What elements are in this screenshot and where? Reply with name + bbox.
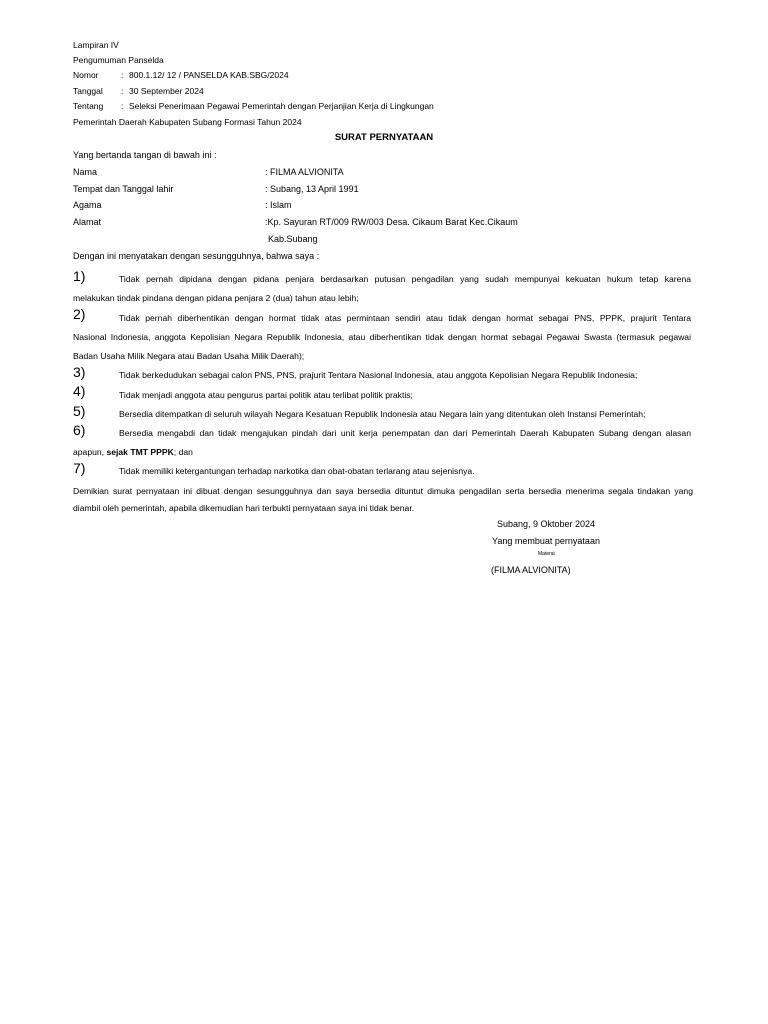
item-6-line-2-c: ; dan	[173, 447, 193, 457]
intro-text: Yang bertanda tangan di bawah ini :	[73, 150, 217, 160]
alamat-value: :Kp. Sayuran RT/009 RW/003 Desa. Cikaum Barat Kec.Cikaum	[265, 217, 518, 227]
tentang-colon: :	[121, 101, 124, 111]
nomor-colon: :	[121, 70, 124, 80]
closing-line-2: diambil oleh pemerintah, apabila dikemudian hari terbukti pernyataan saya ini tidak benar.	[73, 503, 415, 513]
item-2-number: 2)	[73, 306, 86, 322]
item-7-number: 7)	[73, 460, 86, 476]
tentang-label: Tentang	[73, 101, 104, 111]
signature-maker: Yang membuat pernyataan	[492, 536, 600, 546]
tanggal-value: 30 September 2024	[129, 86, 204, 96]
pengumuman-label: Pengumuman Panselda	[73, 55, 164, 65]
tentang-continuation: Pemerintah Daerah Kabupaten Subang Formasi Tahun 2024	[73, 117, 302, 127]
item-6-line-2-bold: sejak TMT PPPK	[106, 447, 174, 457]
nomor-label: Nomor	[73, 70, 99, 80]
ttl-value: : Subang, 13 April 1991	[265, 184, 359, 194]
item-1-line-2: melakukan tindak pindana dengan pidana penjara 2 (dua) tahun atau lebih;	[73, 293, 359, 303]
item-6-line-2	[73, 447, 193, 457]
ttl-label: Tempat dan Tanggal lahir	[73, 184, 174, 194]
tentang-value: Seleksi Penerimaan Pegawai Pemerintah dengan Perjanjian Kerja di Lingkungan	[129, 101, 434, 111]
materai-label: Materai	[538, 551, 555, 557]
item-4-line-1: Tidak menjadi anggota atau pengurus partai politik atau terlibat politik praktis;	[119, 390, 413, 400]
item-2-line-1: Tidak pernah diberhentikan dengan hormat tidak atas permintaan sendiri atau tidak dengan hormat sebagai PNS, PPPK, prajurit Tentara	[119, 313, 691, 323]
signature-place-date: Subang, 9 Oktober 2024	[496, 519, 596, 529]
item-4-number: 4)	[73, 383, 86, 399]
tanggal-label: Tanggal	[73, 86, 103, 96]
agama-label: Agama	[73, 200, 102, 210]
lampiran-label: Lampiran IV	[73, 40, 119, 50]
tentang-row	[73, 101, 434, 111]
item-6-line-1: Bersedia mengabdi dan tidak mengajukan pindah dari unit kerja penempatan dan dari Pemerintah Daerah Kabupaten Subang dengan alasan	[119, 428, 691, 438]
alamat-label: Alamat	[73, 217, 102, 227]
item-3-line-1: Tidak berkedudukan sebagai calon PNS, PNS, prajurit Tentara Nasional Indonesia, atau anggota Kepolisian Negara Republik Indonesia;	[119, 370, 638, 380]
tanggal-row	[73, 86, 204, 96]
item-2-line-2: Nasional Indonesia, anggota Kepolisian Negara Republik Indonesia, atau diberhentikan tidak dengan hormat sebagai Pegawai Swasta (termasuk pegawai	[73, 332, 691, 342]
item-3-number: 3)	[73, 364, 86, 380]
statement-intro: Dengan ini menyatakan dengan sesungguhnya, bahwa saya :	[73, 251, 320, 261]
item-6-number: 6)	[73, 422, 86, 438]
item-1-number: 1)	[73, 268, 86, 284]
tanggal-colon: :	[121, 86, 124, 96]
page-title: SURAT PERNYATAAN	[334, 132, 434, 143]
signature-name: (FILMA ALVIONITA)	[491, 565, 571, 575]
item-7-line-1: Tidak memiliki ketergantungan terhadap narkotika dan obat-obatan terlarang atau sejenisnya.	[119, 466, 475, 476]
closing-line-1: Demikian surat pernyataan ini dibuat dengan sesungguhnya dan saya bersedia dituntut dimuka pengadilan serta bersedia menerima segala tindakan yang	[73, 486, 693, 496]
nama-label: Nama	[73, 167, 98, 177]
nomor-value: 800.1.12/ 12 / PANSELDA KAB.SBG/2024	[129, 70, 289, 80]
item-5-line-1: Bersedia ditempatkan di seluruh wilayah Negara Kesatuan Republik Indonesia atau Negara lain yang ditentukan oleh Instansi Pemerintah;	[119, 409, 646, 419]
item-1-line-1: Tidak pernah dipidana dengan pidana penjara berdasarkan putusan pengadilan yang sudah mempunyai kekuatan hukum tetap karena	[119, 274, 691, 284]
agama-value: : Islam	[265, 200, 292, 210]
nomor-row	[73, 70, 289, 80]
item-5-number: 5)	[73, 403, 86, 419]
item-2-line-3: Badan Usaha Milik Negara atau Badan Usaha Milik Daerah);	[73, 351, 305, 361]
nama-value: : FILMA ALVIONITA	[265, 167, 344, 177]
item-6-line-2-a: apapun,	[73, 447, 107, 457]
alamat-continuation: Kab.Subang	[268, 234, 318, 244]
